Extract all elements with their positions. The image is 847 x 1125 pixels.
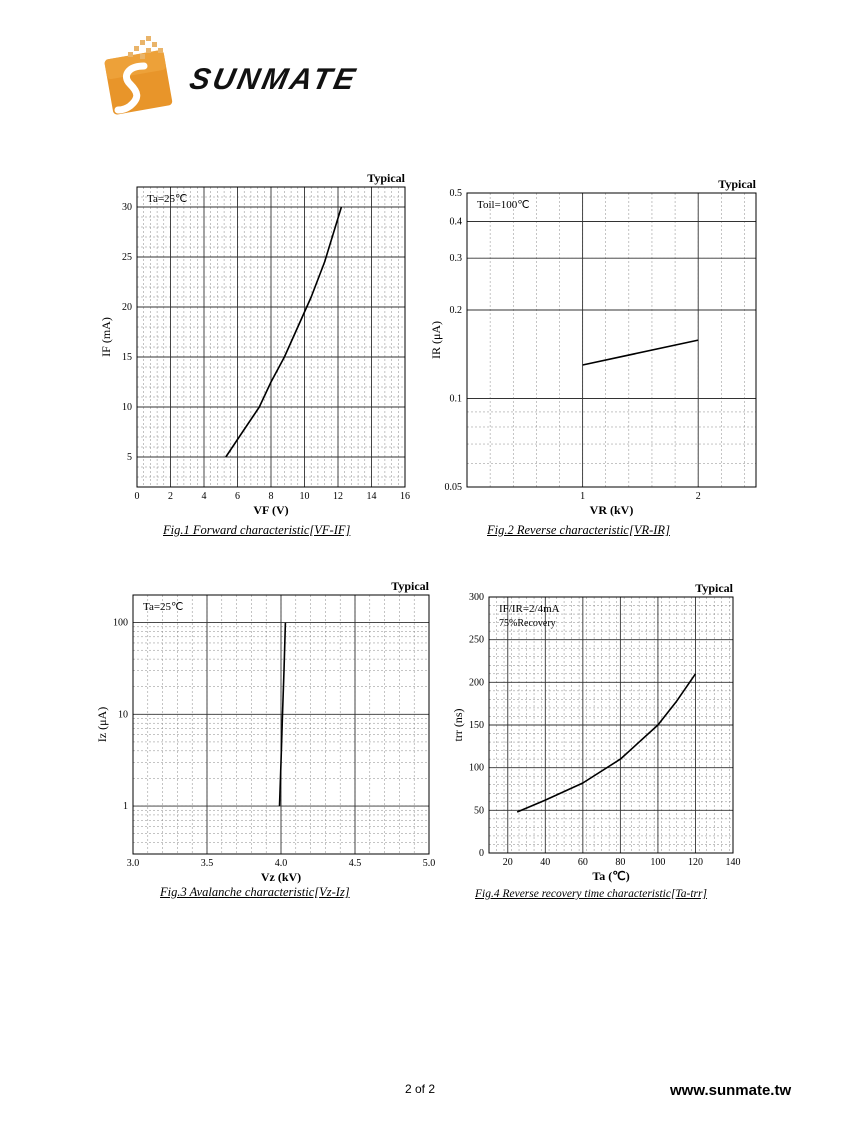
brand-wordmark: SUNMATE [186, 63, 361, 96]
x-axis-label: Ta (℃) [592, 869, 630, 883]
y-tick-label: 0.05 [444, 482, 462, 493]
y-tick-label: 100 [113, 617, 128, 629]
x-tick-label: 4.5 [348, 858, 362, 869]
y-tick-label: 0.1 [449, 393, 462, 405]
condition-note: Ta=25℃ [147, 193, 188, 205]
x-tick-label: 0 [134, 491, 140, 502]
y-tick-label: 50 [474, 805, 484, 817]
x-axis-label: Vz (kV) [260, 870, 302, 884]
y-tick-label: 250 [469, 634, 484, 646]
fig2-caption: Fig.2 Reverse characteristic[VR-IR] [487, 523, 670, 537]
x-axis-label: VF (V) [253, 503, 289, 517]
condition-note: IF/IR=2/4mA [499, 603, 560, 615]
x-tick-label: 16 [400, 491, 410, 502]
y-tick-label: 0.3 [449, 253, 462, 265]
y-axis-label: Iz (μA) [95, 706, 109, 743]
y-axis-label: IF (mA) [99, 317, 113, 357]
x-tick-label: 3.0 [126, 858, 140, 869]
typical-label: Typical [718, 177, 756, 191]
page-number: 2 of 2 [405, 1082, 436, 1096]
x-axis-label: VR (kV) [589, 503, 634, 517]
x-tick-label: 8 [268, 491, 274, 502]
x-tick-label: 40 [540, 857, 551, 868]
y-tick-label: 1 [123, 801, 128, 813]
y-tick-label: 0.2 [449, 304, 462, 316]
y-tick-label: 25 [122, 252, 132, 263]
x-tick-label: 6 [235, 491, 240, 502]
x-tick-label: 12 [333, 491, 343, 502]
x-tick-label: 120 [687, 857, 703, 868]
x-tick-label: 5.0 [422, 858, 436, 869]
y-tick-label: 300 [469, 592, 484, 603]
y-tick-label: 10 [118, 709, 128, 721]
y-tick-label: 10 [122, 402, 132, 413]
y-axis-label: IR (μA) [429, 320, 443, 360]
y-axis-label: trr (ns) [451, 708, 465, 742]
y-tick-label: 0.4 [449, 216, 462, 228]
x-tick-label: 80 [615, 857, 626, 868]
x-tick-label: 3.5 [200, 858, 214, 869]
x-tick-label: 60 [577, 857, 588, 868]
x-tick-label: 140 [725, 857, 741, 868]
condition-note: Ta=25℃ [143, 601, 184, 613]
fig4-caption: Fig.4 Reverse recovery time characteristic[Ta-trr] [475, 888, 707, 900]
x-tick-label: 2 [168, 491, 173, 502]
typical-label: Typical [367, 171, 405, 185]
x-tick-label: 10 [299, 491, 310, 502]
condition-note: Toil=100℃ [477, 199, 530, 211]
y-tick-label: 20 [122, 302, 132, 313]
x-tick-label: 14 [366, 491, 377, 502]
y-tick-label: 5 [127, 452, 132, 463]
condition-note-2: 75%Recovery [499, 618, 556, 629]
fig1-caption: Fig.1 Forward characteristic[VF-IF] [163, 523, 351, 537]
x-tick-label: 1 [580, 491, 586, 502]
typical-label: Typical [391, 579, 429, 593]
y-tick-label: 200 [469, 677, 484, 689]
y-tick-label: 0 [479, 848, 484, 859]
x-tick-label: 100 [650, 857, 666, 868]
y-tick-label: 15 [122, 352, 132, 363]
fig3-caption: Fig.3 Avalanche characteristic[Vz-Iz] [160, 885, 350, 899]
website-url: www.sunmate.tw [670, 1082, 792, 1099]
y-tick-label: 100 [469, 762, 484, 774]
x-tick-label: 20 [502, 857, 513, 868]
x-tick-label: 2 [695, 491, 701, 502]
y-tick-label: 30 [122, 202, 132, 213]
x-tick-label: 4 [201, 491, 207, 502]
x-tick-label: 4.0 [274, 858, 288, 869]
y-tick-label: 150 [469, 720, 484, 731]
y-tick-label: 0.5 [449, 188, 462, 199]
series-line [517, 674, 695, 812]
typical-label: Typical [695, 581, 733, 595]
